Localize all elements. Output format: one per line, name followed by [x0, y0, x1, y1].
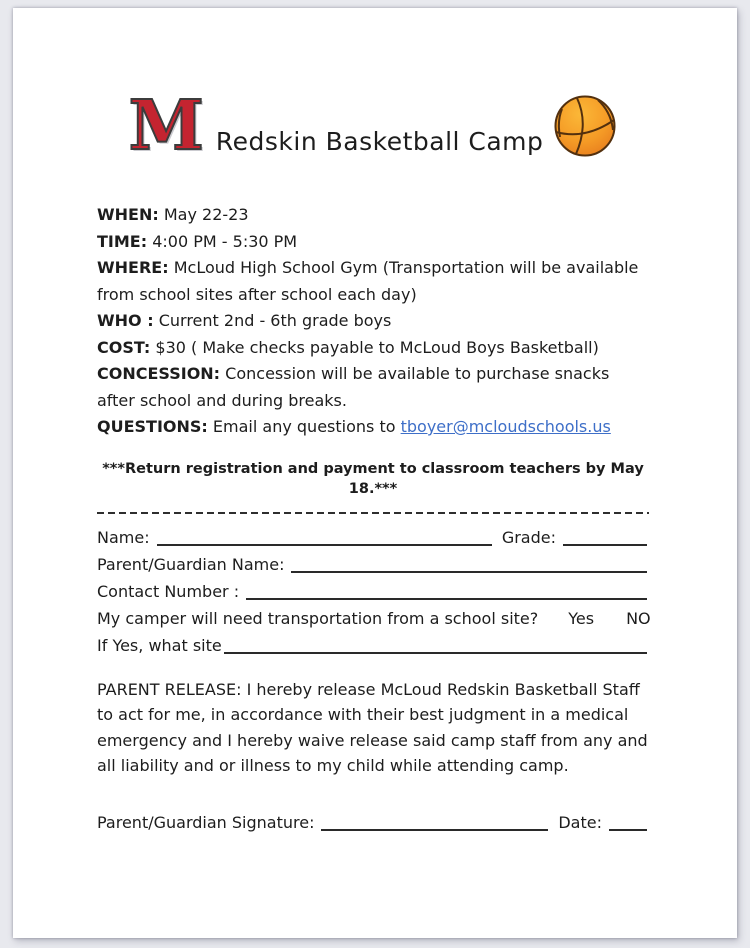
when-label: WHEN: [97, 205, 159, 224]
where-label: WHERE: [97, 258, 169, 277]
info-line-when [97, 202, 649, 229]
registration-form [97, 524, 649, 659]
date-field-blank[interactable] [609, 827, 647, 831]
email-link[interactable]: tboyer@mcloudschools.us [400, 417, 611, 436]
flyer-header [97, 86, 649, 166]
who-value: Current 2nd - 6th grade boys [158, 311, 392, 330]
if-yes-row [97, 632, 649, 659]
info-line-concession [97, 361, 649, 414]
name-field-blank[interactable] [157, 542, 492, 546]
parent-release-text: PARENT RELEASE: I hereby release McLoud Redskin Basketball Staff to act for me, in accordance with their best judgment in a medical emergency and I hereby waive release said camp staff from any and all liability and or illness to my child while attending camp. [97, 679, 648, 775]
name-row [97, 524, 649, 551]
site-field-blank[interactable] [224, 650, 647, 654]
page-title: Redskin Basketball Camp [215, 127, 544, 156]
date-label: Date: [558, 812, 602, 832]
dashed-divider [97, 512, 649, 514]
concession-label: CONCESSION: [97, 364, 221, 383]
contact-field-blank[interactable] [246, 596, 647, 600]
info-line-where [97, 255, 649, 308]
mcloud-m-logo: M [128, 86, 204, 166]
transport-row [97, 605, 649, 632]
signature-field-blank[interactable] [321, 827, 548, 831]
transport-question: My camper will need transportation from a school site? [97, 608, 539, 628]
who-label: WHO : [97, 311, 154, 330]
info-line-who [97, 308, 649, 335]
if-yes-label: If Yes, what site [97, 635, 222, 655]
name-label: Name: [97, 527, 150, 547]
questions-label: QUESTIONS: [97, 417, 208, 436]
time-label: TIME: [97, 231, 148, 251]
info-line-questions [97, 414, 649, 441]
parent-name-label: Parent/Guardian Name: [97, 554, 285, 574]
time-value: 4:00 PM - 5:30 PM [152, 231, 298, 251]
basketball-icon [553, 94, 617, 158]
grade-field-blank[interactable] [563, 542, 647, 546]
questions-value: Email any questions to [212, 417, 396, 436]
contact-row [97, 578, 649, 605]
contact-label: Contact Number : [97, 581, 240, 601]
camp-info [97, 202, 649, 441]
where-value: McLoud High School Gym (Transportation will be available from school sites after school each day) [97, 258, 639, 304]
concession-value: Concession will be available to purchase snacks after school and during breaks. [97, 364, 610, 410]
signature-row [97, 809, 649, 836]
parent-name-field-blank[interactable] [291, 569, 647, 573]
info-line-time [97, 229, 649, 256]
return-notice: ***Return registration and payment to classroom teachers by May 18.*** [102, 460, 644, 497]
cost-label: COST: [97, 337, 151, 357]
parent-name-row [97, 551, 649, 578]
cost-value: $30 ( Make checks payable to McLoud Boys Basketball) [155, 337, 599, 357]
grade-label: Grade: [501, 527, 556, 547]
signature-label: Parent/Guardian Signature: [97, 812, 315, 832]
flyer-page [13, 8, 737, 938]
no-option[interactable]: NO [626, 608, 651, 628]
when-value: May 22-23 [163, 205, 249, 224]
info-line-cost [97, 335, 649, 362]
yes-option[interactable]: Yes [568, 608, 595, 628]
